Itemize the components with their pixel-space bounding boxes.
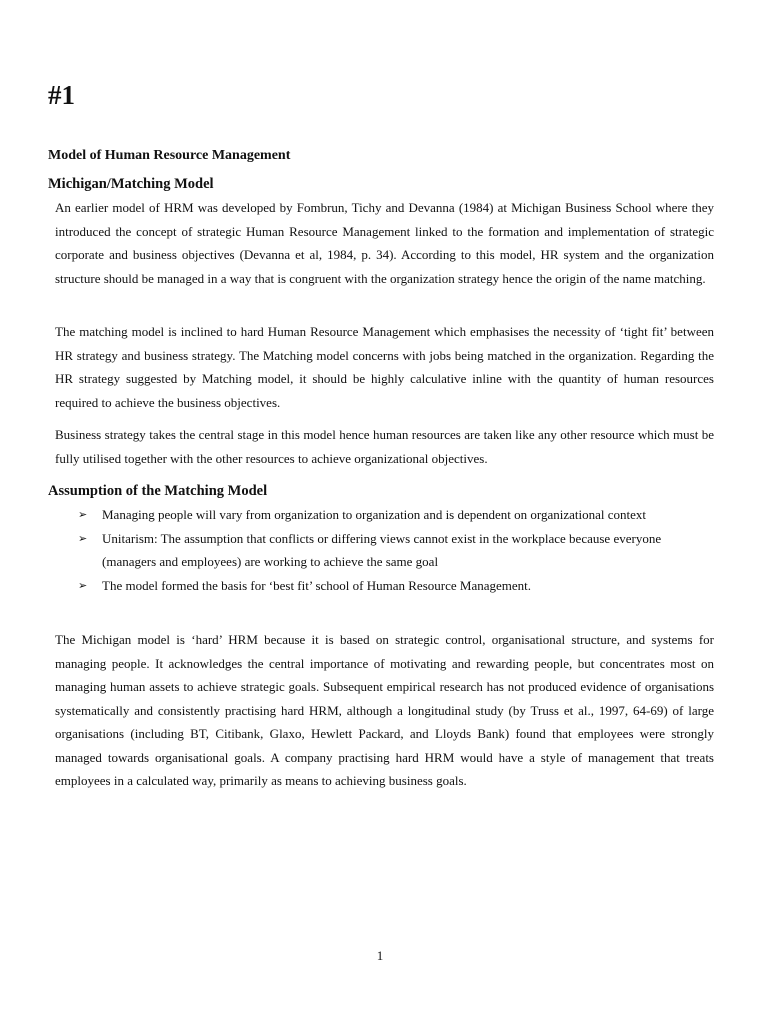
paragraph-earlier-model: An earlier model of HRM was developed by Fombrun, Tichy and Devanna (1984) at Michigan Business School where they introduced the concept of strategic Human Resource Management linked to the formation and implementation of strategic corporate and business objectives (Devanna et al, 1984, p. 34). According to this model, HR system and the organization structure should be managed in a way that is congruent with the organization strategy hence the origin of the name matching. [55,200,714,286]
paragraph-business-strategy: Business strategy takes the central stage in this model hence human resources are taken like any other resource which must be fully utilised together with the other resources to achieve organizational objectives. [55,427,714,466]
list-item [78,503,718,527]
document-number-heading: #1 [48,80,75,110]
arrow-bullet-icon: ➢ [78,578,88,592]
assumption-bullet-list [78,503,718,597]
paragraph-matching-model: The matching model is inclined to hard Human Resource Management which emphasises the necessity of ‘tight fit’ between HR strategy and business strategy. The Matching model concerns with jobs being matched in the organization. Regarding the HR strategy suggested by Matching model, it should be highly calculative inline with the quantity of human resources required to achieve the business objectives. [55,324,714,410]
page-number: 1 [376,948,384,963]
arrow-bullet-icon: ➢ [78,508,88,521]
document-title: Model of Human Resource Management [48,148,291,163]
list-item [78,574,718,598]
bullet-text: Managing people will vary from organization to organization and is dependent on organizational context [102,507,647,522]
section-heading-michigan-matching-model: Michigan/Matching Model [48,176,214,192]
bullet-text: The model formed the basis for ‘best fit’ school of Human Resource Management. [102,577,531,593]
section-heading-assumption: Assumption of the Matching Model [48,483,268,499]
arrow-bullet-icon: ➢ [78,531,88,545]
paragraph-michigan-hard-hrm: The Michigan model is ‘hard’ HRM because it is based on strategic control, organisational structure, and systems for managing people. It acknowledges the central importance of motivating and rewarding people, but concentrates most on managing human assets to achieve strategic goals. Subsequent empirical research has not produced evidence of organisations systematically and consistently practising hard HRM, although a longitudinal study (by Truss et al., 1997, 64-69) of large organisations (including BT, Citibank, Glaxo, Hewlett Packard, and Lloyds Bank) found that employees were strongly managed towards organisational goals. A company practising hard HRM would have a style of management that treats employees in a calculated way, primarily as means to achieving business goals. [55,632,714,788]
bullet-text: Unitarism: The assumption that conflicts or differing views cannot exist in the workplace because everyone (managers and employees) are working to achieve the same goal [102,530,662,569]
list-item [78,527,718,574]
